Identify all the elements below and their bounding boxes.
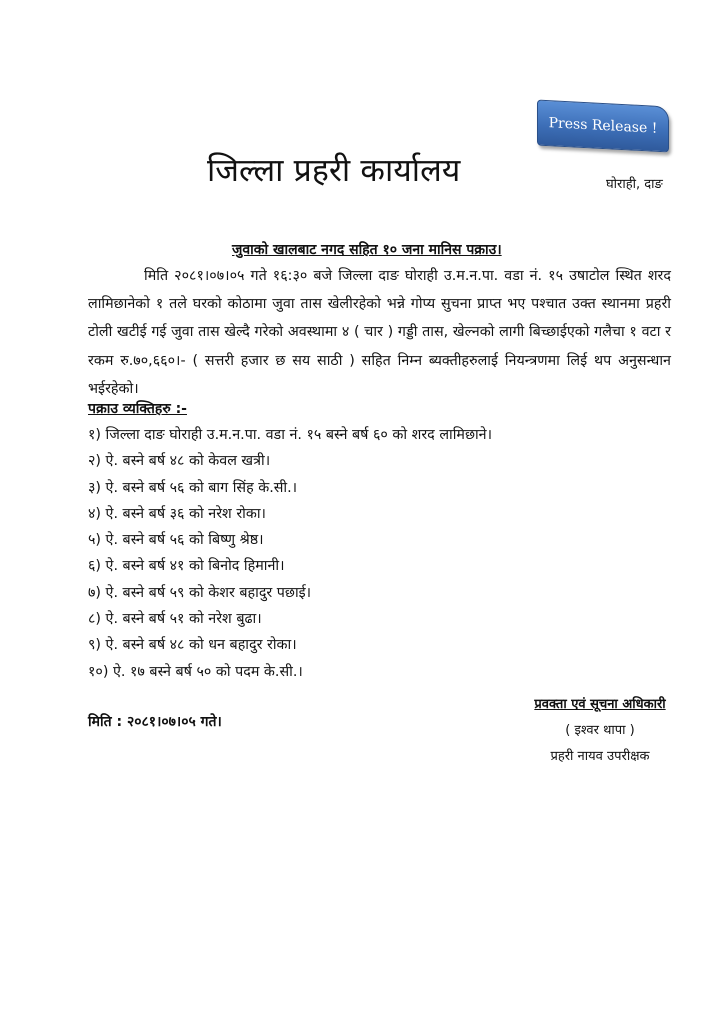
list-item: ५) ऐ. बस्ने बर्ष ५६ को बिष्णु श्रेष्ठ। [88, 532, 264, 549]
list-item: ६) ऐ. बस्ने बर्ष ४१ को बिनोद हिमानी। [88, 558, 285, 575]
press-release-badge: Press Release ! [537, 100, 669, 153]
arrested-persons-heading: पक्राउ व्यक्तिहरु :- [88, 401, 187, 417]
list-item: २) ऐ. बस्ने बर्ष ४८ को केवल खत्री। [88, 453, 271, 470]
news-headline: जुवाको खालबाट नगद सहित १० जना मानिस पक्राउ। [232, 242, 502, 258]
signature-rank: प्रहरी नायव उपरीक्षक [550, 749, 650, 764]
office-title: जिल्ला प्रहरी कार्यालय [207, 151, 461, 189]
list-item: ९) ऐ. बस्ने बर्ष ४८ को धन बहादुर रोका। [88, 637, 297, 654]
body-paragraph: मिति २०८१।०७।०५ गते १६:३० बजे जिल्ला दाङ घोराही उ.म.न.पा. वडा नं. १५ उषाटोल स्थित शरद लामिछानेको १ तले घरको कोठामा जुवा तास खेलीरहेको भन्ने गोप्य सुचना प्राप्त भए पश्चात उक्त स्थानमा प्रहरी टोली खटीई गई जुवा तास खेल्दै गरेको अवस्थामा ४ ( चार ) गड्डी तास, खेल्नको लागी बिच्छाईएको गलैचा १ वटा र रकम रु.७०,६६०।- ( सत्तरी हजार छ सय साठी ) सहित निम्न ब्यक्तीहरुलाई नियन्त्रणमा लिई थप अनुसन्धान भईरहेको। [88, 268, 671, 397]
issue-date: मिति : २०८१।०७।०५ गते। [88, 714, 222, 730]
list-item: ३) ऐ. बस्ने बर्ष ५६ को बाग सिंह के.सी.। [88, 479, 298, 496]
signature-block [505, 692, 695, 770]
signature-title: प्रवक्ता एवं सूचना अधिकारी [534, 697, 666, 712]
signature-name: ( इश्वर थापा ) [565, 723, 635, 738]
list-item: ४) ऐ. बस्ने बर्ष ३६ को नरेश रोका। [88, 505, 266, 522]
arrested-persons-list [88, 422, 492, 685]
list-item: ७) ऐ. बस्ने बर्ष ५९ को केशर बहादुर पछाई। [88, 584, 312, 601]
list-item: १०) ऐ. १७ बस्ने बर्ष ५० को पदम के.सी.। [88, 663, 303, 680]
list-item: ८) ऐ. बस्ने बर्ष ५१ को नरेश बुढा। [88, 611, 262, 628]
list-item: १) जिल्ला दाङ घोराही उ.म.न.पा. वडा नं. १५ बस्ने बर्ष ६० को शरद लामिछाने। [88, 427, 493, 443]
office-location: घोराही, दाङ [606, 177, 663, 192]
